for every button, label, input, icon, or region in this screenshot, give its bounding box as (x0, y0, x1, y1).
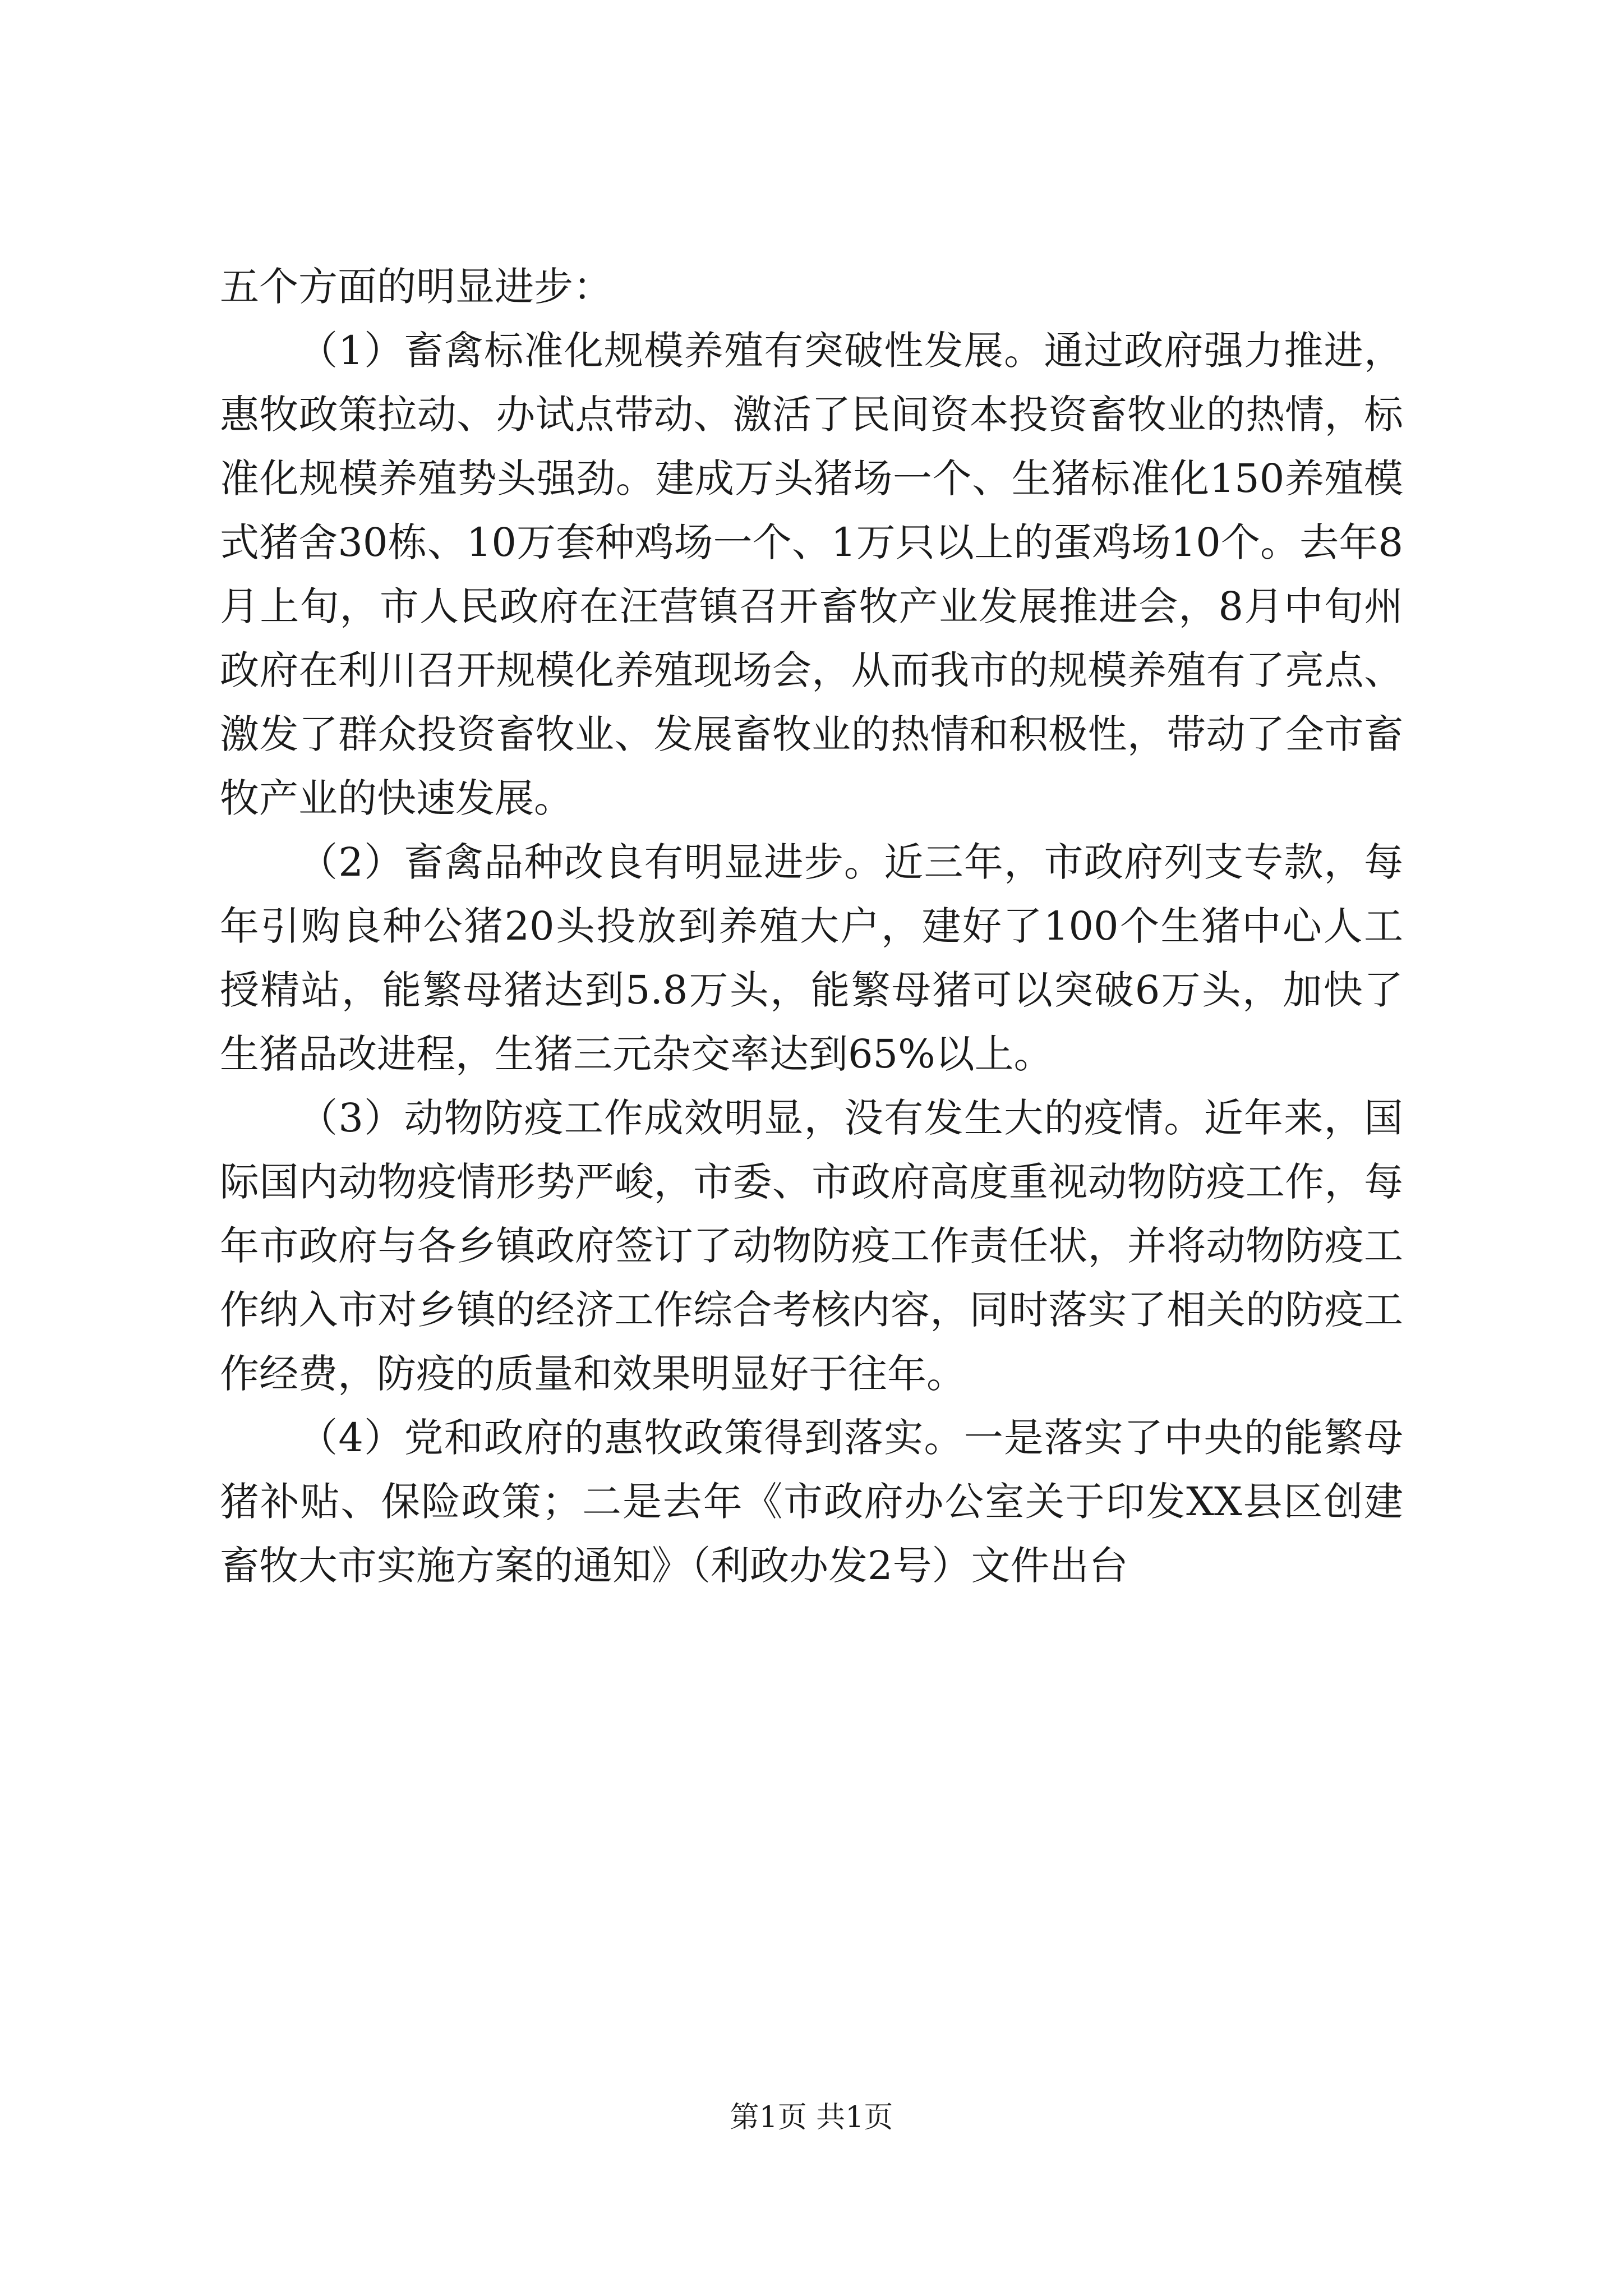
page-footer (0, 2098, 1623, 2137)
paragraph-point-2: （2）畜禽品种改良有明显进步。近三年，市政府列支专款，每年引购良种公猪20头投放到养殖大户，建好了100个生猪中心人工授精站，能繁母猪达到5.8万头，能繁母猪可以突破6万头，加快了生猪品改进程，生猪三元杂交率达到65%以上。 (220, 839, 1403, 1077)
paragraph-point-1: （1）畜禽标准化规模养殖有突破性发展。通过政府强力推进，惠牧政策拉动、办试点带动、激活了民间资本投资畜牧业的热情，标准化规模养殖势头强劲。建成万头猪场一个、生猪标准化150养殖模式猪舍30栋、10万套种鸡场一个、1万只以上的蛋鸡场10个。去年8月上旬，市人民政府在汪营镇召开畜牧产业发展推进会，8月中旬州政府在利川召开规模化养殖现场会，从而我市的规模养殖有了亮点、激发了群众投资畜牧业、发展畜牧业的热情和积极性，带动了全市畜牧产业的快速发展。 (220, 328, 1403, 821)
document-body (220, 255, 1403, 1598)
page-number: 第1页 共1页 (730, 2101, 893, 2134)
paragraph-intro: 五个方面的明显进步： (220, 264, 612, 310)
paragraph-point-4: （4）党和政府的惠牧政策得到落实。一是落实了中央的能繁母猪补贴、保险政策；二是去年《市政府办公室关于印发XX县区创建畜牧大市实施方案的通知》（利政办发2号）文件出台 (220, 1415, 1403, 1589)
paragraph-point-3: （3）动物防疫工作成效明显，没有发生大的疫情。近年来，国际国内动物疫情形势严峻，市委、市政府高度重视动物防疫工作，每年市政府与各乡镇政府签订了动物防疫工作责任状，并将动物防疫工作纳入市对乡镇的经济工作综合考核内容，同时落实了相关的防疫工作经费，防疫的质量和效果明显好于往年。 (220, 1095, 1403, 1397)
